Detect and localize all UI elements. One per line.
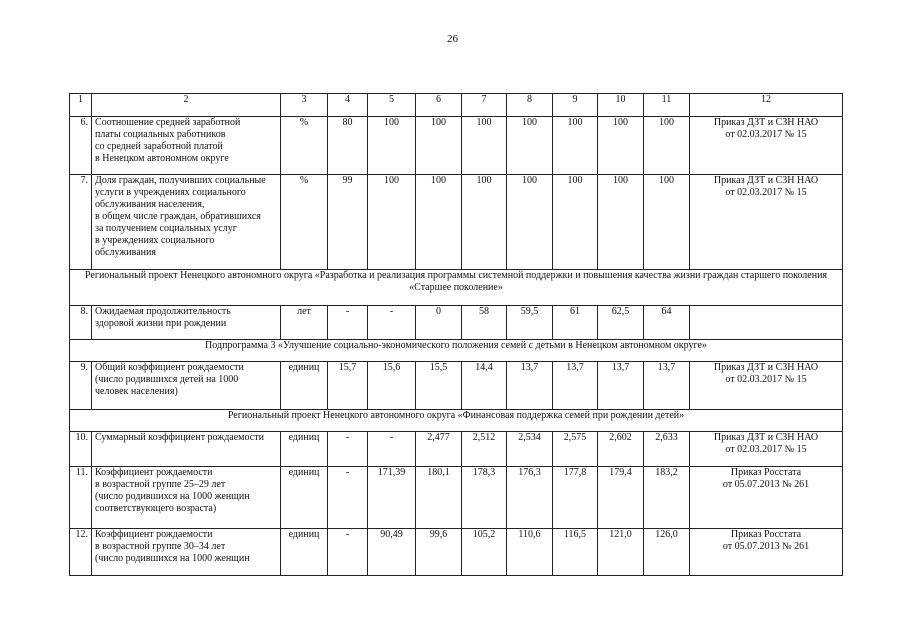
value-cell: 99,6 [416,529,462,576]
table-row [70,362,843,410]
source-cell: Приказ ДЗТ и СЗН НАО от 02.03.2017 № 15 [690,432,843,467]
indicator-name: Коэффициент рождаемости в возрастной группе 25–29 лет (число родившихся на 1000 женщин соответствующего возраста) [92,467,281,529]
indicators-table [69,93,843,576]
value-cell: 100 [644,117,690,175]
value-cell: 13,7 [644,362,690,410]
value-cell: 121,0 [598,529,644,576]
table-row [70,529,843,576]
table-row [70,306,843,340]
row-number: 12. [70,529,92,576]
value-cell: 15,6 [368,362,416,410]
table-row [70,175,843,270]
indicator-name: Соотношение средней заработной платы социальных работников со средней заработной платой в Ненецком автономном округе [92,117,281,175]
value-cell: - [368,432,416,467]
header-cell: 9 [553,94,598,117]
indicator-name: Коэффициент рождаемости в возрастной группе 30–34 лет (число родившихся на 1000 женщин [92,529,281,576]
unit-cell: единиц [281,362,328,410]
header-cell: 8 [507,94,553,117]
source-cell: Приказ ДЗТ и СЗН НАО от 02.03.2017 № 15 [690,117,843,175]
indicator-name: Общий коэффициент рождаемости (число родившихся детей на 1000 человек населения) [92,362,281,410]
value-cell: 58 [462,306,507,340]
value-cell: 179,4 [598,467,644,529]
value-cell: 100 [368,175,416,270]
value-cell: 13,7 [507,362,553,410]
value-cell: 100 [598,117,644,175]
value-cell: 100 [553,117,598,175]
value-cell: 100 [507,175,553,270]
indicator-name: Ожидаемая продолжительность здоровой жизни при рождении [92,306,281,340]
row-number: 8. [70,306,92,340]
value-cell: 171,39 [368,467,416,529]
header-cell: 10 [598,94,644,117]
header-cell: 11 [644,94,690,117]
row-number: 10. [70,432,92,467]
value-cell: 0 [416,306,462,340]
row-number: 7. [70,175,92,270]
header-cell: 2 [92,94,281,117]
source-cell: Приказ ДЗТ и СЗН НАО от 02.03.2017 № 15 [690,362,843,410]
indicator-name: Суммарный коэффициент рождаемости [92,432,281,467]
indicator-name: Доля граждан, получивших социальные услуги в учреждениях социального обслуживания населения, в общем числе граждан, обратившихся за получением социальных услуг в учреждениях социального обслуживания [92,175,281,270]
row-number: 11. [70,467,92,529]
value-cell: 100 [416,117,462,175]
value-cell: 100 [644,175,690,270]
value-cell: 13,7 [553,362,598,410]
source-cell: Приказ ДЗТ и СЗН НАО от 02.03.2017 № 15 [690,175,843,270]
value-cell: 2,633 [644,432,690,467]
header-cell: 12 [690,94,843,117]
value-cell: 178,3 [462,467,507,529]
value-cell: 105,2 [462,529,507,576]
value-cell: 116,5 [553,529,598,576]
value-cell: - [368,306,416,340]
value-cell: 59,5 [507,306,553,340]
section-row [70,340,843,362]
value-cell: 15,5 [416,362,462,410]
value-cell: - [328,306,368,340]
source-cell [690,306,843,340]
value-cell: 14,4 [462,362,507,410]
header-cell: 6 [416,94,462,117]
value-cell: - [328,529,368,576]
section-row [70,270,843,306]
value-cell: 2,575 [553,432,598,467]
value-cell: 2,512 [462,432,507,467]
header-cell: 1 [70,94,92,117]
value-cell: 62,5 [598,306,644,340]
value-cell: 2,602 [598,432,644,467]
value-cell: 180,1 [416,467,462,529]
value-cell: 15,7 [328,362,368,410]
value-cell: 13,7 [598,362,644,410]
row-number: 9. [70,362,92,410]
unit-cell: единиц [281,529,328,576]
source-cell: Приказ Росстата от 05.07.2013 № 261 [690,529,843,576]
value-cell: 100 [416,175,462,270]
value-cell: 61 [553,306,598,340]
header-row [70,94,843,117]
value-cell: 80 [328,117,368,175]
value-cell: 2,477 [416,432,462,467]
value-cell: 100 [507,117,553,175]
unit-cell: единиц [281,467,328,529]
row-number: 6. [70,117,92,175]
unit-cell: % [281,117,328,175]
value-cell: 2,534 [507,432,553,467]
table-row [70,467,843,529]
table-row [70,432,843,467]
value-cell: 176,3 [507,467,553,529]
value-cell: - [328,432,368,467]
section-title: Подпрограмма 3 «Улучшение социально-экономического положения семей с детьми в Ненецком автономном округе» [70,340,843,362]
section-title: Региональный проект Ненецкого автономного округа «Разработка и реализация программы системной поддержки и повышения качества жизни граждан старшего поколения «Старшее поколение» [70,270,843,306]
value-cell: 177,8 [553,467,598,529]
value-cell: 100 [462,175,507,270]
value-cell: 100 [462,117,507,175]
value-cell: - [328,467,368,529]
value-cell: 126,0 [644,529,690,576]
header-cell: 4 [328,94,368,117]
unit-cell: единиц [281,432,328,467]
value-cell: 90,49 [368,529,416,576]
unit-cell: % [281,175,328,270]
unit-cell: лет [281,306,328,340]
value-cell: 100 [598,175,644,270]
header-cell: 7 [462,94,507,117]
header-cell: 3 [281,94,328,117]
value-cell: 64 [644,306,690,340]
page-number: 26 [447,33,458,45]
value-cell: 99 [328,175,368,270]
value-cell: 100 [368,117,416,175]
table-row [70,117,843,175]
value-cell: 100 [553,175,598,270]
section-row [70,410,843,432]
source-cell: Приказ Росстата от 05.07.2013 № 261 [690,467,843,529]
value-cell: 110,6 [507,529,553,576]
header-cell: 5 [368,94,416,117]
section-title: Региональный проект Ненецкого автономного округа «Финансовая поддержка семей при рождении детей» [70,410,843,432]
value-cell: 183,2 [644,467,690,529]
